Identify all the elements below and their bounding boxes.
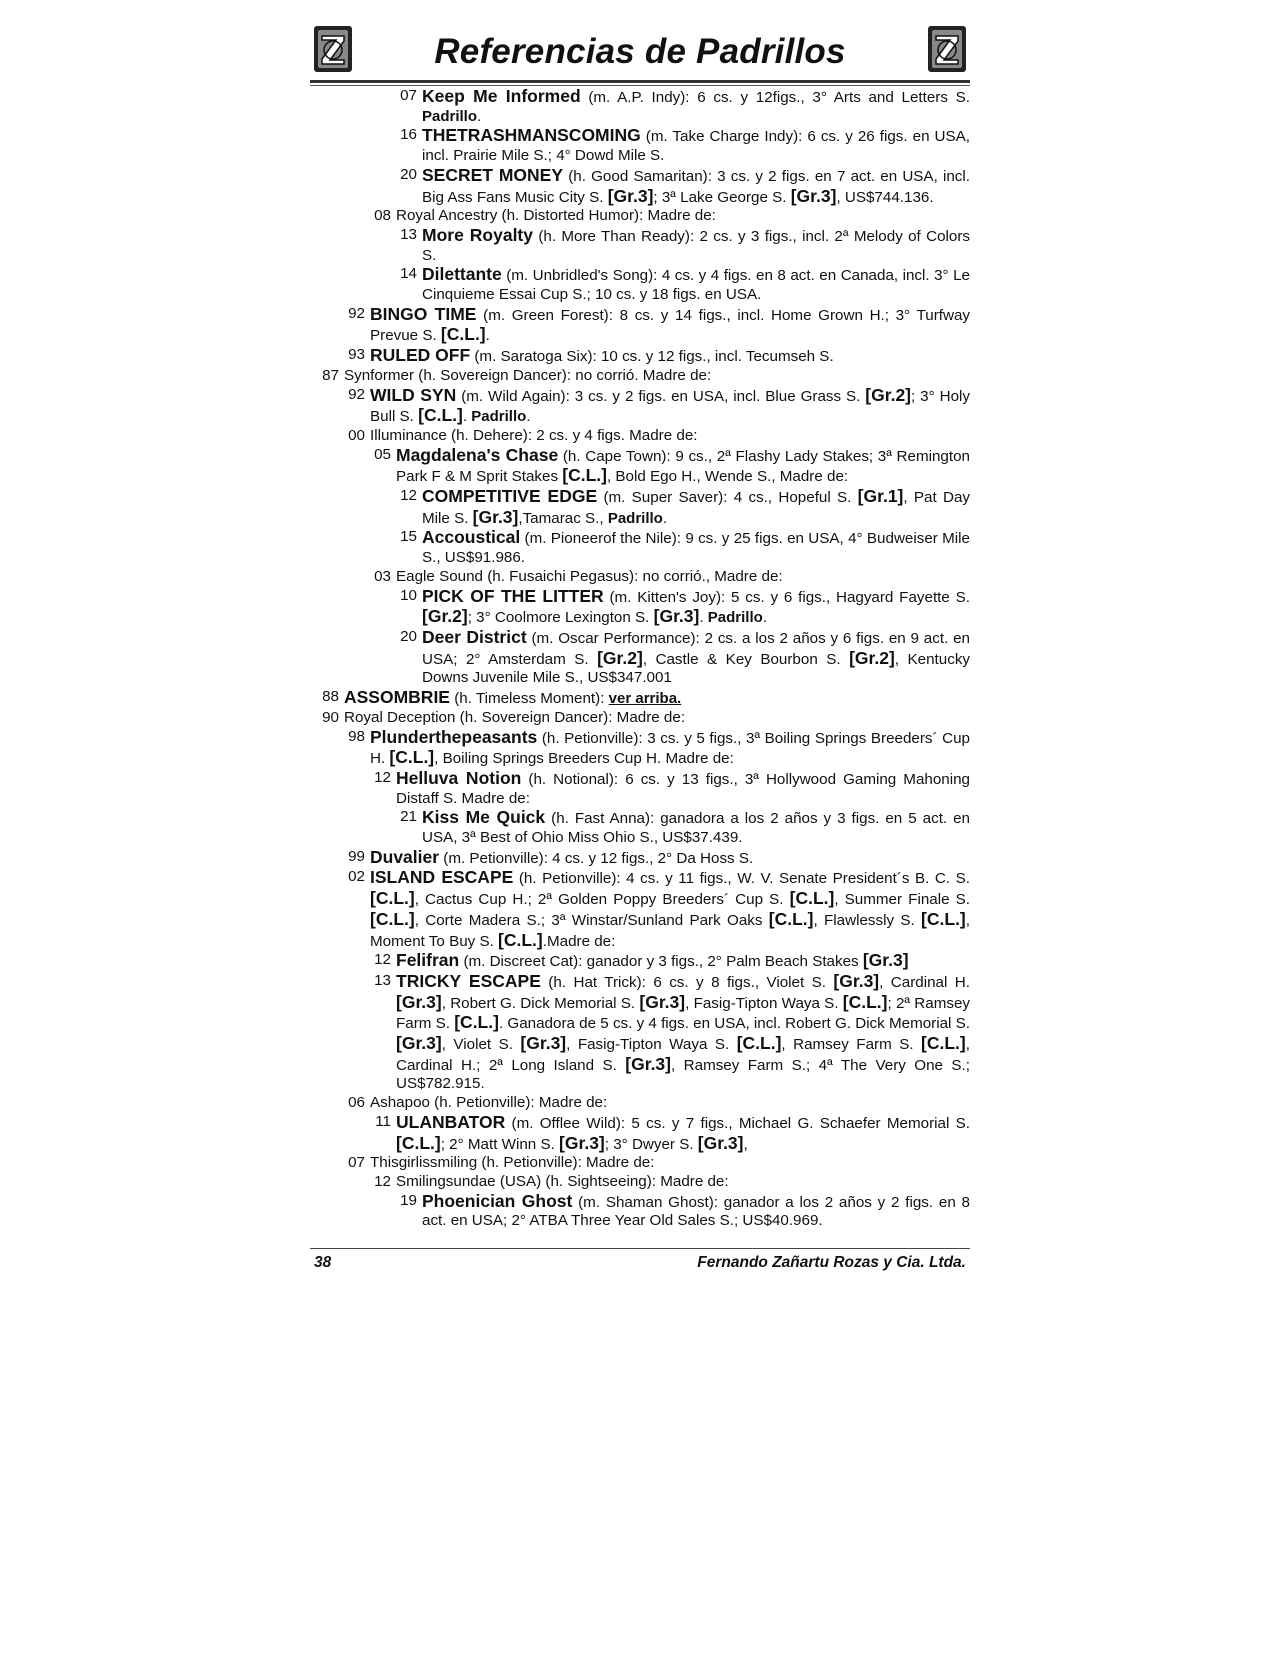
race-grade: [C.L.] bbox=[768, 908, 814, 929]
pedigree-entry bbox=[310, 487, 970, 528]
entry-text: , Fasig-Tipton Waya S. bbox=[566, 1036, 737, 1054]
pedigree-entry bbox=[310, 166, 970, 207]
entry-text: (m. Discreet Cat): ganador y 3 figs., 2° Palm Beach Stakes bbox=[459, 953, 863, 971]
entry-text: (h. Cape Town): 9 cs., 2ª Flashy Lady Stakes; 3ª Remington Park F & M Sprit Stakes bbox=[396, 447, 970, 486]
entry-year: 12 bbox=[374, 951, 391, 969]
pedigree-entry bbox=[310, 346, 970, 367]
entry-text: , Robert G. Dick Memorial S. bbox=[441, 994, 640, 1012]
horse-name: ISLAND ESCAPE bbox=[370, 867, 514, 888]
entry-text: (h. Good Samaritan): 3 cs. y 2 figs. en 7 act. en USA, incl. Big Ass Fans Music City S. bbox=[422, 167, 970, 206]
pedigree-entry bbox=[310, 808, 970, 847]
horse-name: Keep Me Informed bbox=[422, 86, 581, 106]
entry-text: ; 3° Holy Bull S. bbox=[370, 387, 970, 426]
race-grade: [C.L.] bbox=[736, 1033, 782, 1054]
entry-text: Royal Deception (h. Sovereign Dancer): Madre de: bbox=[344, 708, 686, 726]
pedigree-entry bbox=[310, 1094, 970, 1113]
entry-text: , Pat Day Mile S. bbox=[422, 489, 970, 527]
horse-name: PICK OF THE LITTER bbox=[422, 585, 604, 606]
pedigree-list bbox=[310, 87, 970, 1231]
entry-text: , Ramsey Farm S. bbox=[781, 1036, 922, 1054]
pedigree-entry bbox=[310, 1173, 970, 1192]
pedigree-entry bbox=[310, 728, 970, 769]
entry-text: (m. Super Saver): 4 cs., Hopeful S. bbox=[597, 489, 858, 507]
race-grade: [Gr.3] bbox=[862, 950, 909, 971]
horse-name: ULANBATOR bbox=[396, 1111, 506, 1132]
pedigree-entry bbox=[310, 446, 970, 487]
entry-text: ; 3ª Lake George S. bbox=[653, 188, 791, 206]
pedigree-entry bbox=[310, 628, 970, 688]
entry-year: 93 bbox=[348, 346, 365, 364]
pedigree-entry bbox=[310, 769, 970, 808]
entry-year: 87 bbox=[322, 366, 339, 384]
race-grade: [Gr.3] bbox=[833, 970, 880, 991]
pedigree-entry bbox=[310, 427, 970, 446]
entry-text: (m. Take Charge Indy): 6 cs. y 26 figs. en USA, incl. Prairie Mile S.; 4° Dowd Mile S. bbox=[422, 128, 970, 165]
horse-name: SECRET MONEY bbox=[422, 164, 563, 185]
entry-text: , Ramsey Farm S.; 4ª The Very One S.; US$782.915. bbox=[396, 1056, 970, 1093]
race-grade: [C.L.] bbox=[370, 908, 415, 929]
entry-text: Royal Ancestry (h. Distorted Humor): Madre de: bbox=[396, 207, 716, 225]
company-name: Fernando Zañartu Rozas y Cia. Ltda. bbox=[697, 1254, 966, 1271]
entry-text: ; 3° Dwyer S. bbox=[604, 1135, 698, 1153]
entry-text: Illuminance (h. Dehere): 2 cs. y 4 figs. Madre de: bbox=[370, 426, 698, 444]
pedigree-entry bbox=[310, 1154, 970, 1173]
entry-year: 13 bbox=[374, 971, 391, 989]
entry-text: ; 2ª Ramsey Farm S. bbox=[396, 994, 970, 1033]
entry-year: 07 bbox=[400, 87, 417, 104]
race-grade: [C.L.] bbox=[789, 888, 835, 909]
horse-name: COMPETITIVE EDGE bbox=[422, 486, 598, 507]
entry-text: (h. Hat Trick): 6 cs. y 8 figs., Violet S. bbox=[540, 973, 834, 991]
sire-label: Padrillo bbox=[471, 408, 527, 426]
sire-label: Padrillo bbox=[707, 609, 763, 627]
entry-year: 88 bbox=[322, 688, 339, 706]
entry-text: , Boiling Springs Breeders Cup H. Madre de: bbox=[434, 750, 734, 768]
entry-text: , Fasig-Tipton Waya S. bbox=[685, 994, 843, 1012]
entry-text: Eagle Sound (h. Fusaichi Pegasus): no corrió., Madre de: bbox=[396, 567, 783, 585]
entry-year: 92 bbox=[348, 385, 365, 403]
pedigree-entry bbox=[310, 688, 970, 709]
entry-text: Ashapoo (h. Petionville): Madre de: bbox=[370, 1094, 608, 1112]
race-grade: [Gr.3] bbox=[396, 1033, 442, 1054]
race-grade: [C.L.] bbox=[418, 405, 463, 426]
pedigree-entry bbox=[310, 848, 970, 869]
entry-year: 02 bbox=[348, 868, 365, 886]
pedigree-entry bbox=[310, 207, 970, 226]
entry-text: , Castle & Key Bourbon S. bbox=[642, 650, 850, 668]
entry-year: 08 bbox=[374, 207, 391, 225]
entry-year: 99 bbox=[348, 847, 365, 865]
entry-year: 14 bbox=[400, 265, 417, 283]
entry-text: ,Tamarac S., bbox=[518, 509, 608, 527]
entry-text: .Madre de: bbox=[542, 932, 616, 950]
pedigree-entry bbox=[310, 1113, 970, 1154]
horse-name: TRICKY ESCAPE bbox=[396, 970, 541, 991]
entry-text: , Flawlessly S. bbox=[813, 911, 922, 929]
race-grade: [Gr.2] bbox=[865, 384, 912, 405]
entry-year: 98 bbox=[348, 727, 365, 745]
race-grade: [Gr.3] bbox=[625, 1053, 671, 1074]
horse-name: RULED OFF bbox=[370, 345, 471, 366]
horse-name: Dilettante bbox=[422, 264, 502, 285]
entry-year: 12 bbox=[374, 768, 391, 786]
horse-name: More Royalty bbox=[422, 224, 533, 245]
page-header bbox=[310, 18, 970, 86]
entry-text: . bbox=[526, 408, 531, 426]
entry-text: . Ganadora de 5 cs. y 4 figs. en USA, incl. Robert G. Dick Memorial S. bbox=[498, 1015, 970, 1033]
entry-text: (h. More Than Ready): 2 cs. y 3 figs., incl. 2ª Melody of Colors S. bbox=[422, 227, 970, 264]
pedigree-entry bbox=[310, 87, 970, 126]
entry-text: . bbox=[662, 509, 668, 527]
race-grade: [C.L.] bbox=[370, 888, 415, 909]
entry-text: , Bold Ego H., Wende S., Madre de: bbox=[606, 468, 849, 486]
entry-text: . bbox=[485, 327, 490, 345]
entry-year: 19 bbox=[400, 1191, 417, 1209]
horse-name: BINGO TIME bbox=[370, 303, 477, 324]
race-grade: [Gr.2] bbox=[849, 647, 895, 668]
race-grade: [Gr.3] bbox=[520, 1033, 567, 1054]
horse-name: WILD SYN bbox=[370, 384, 457, 405]
see-above-note: ver arriba. bbox=[608, 690, 682, 708]
race-grade: [Gr.3] bbox=[653, 606, 700, 627]
pedigree-entry bbox=[310, 1192, 970, 1231]
race-grade: [Gr.3] bbox=[607, 185, 654, 206]
race-grade: [Gr.1] bbox=[857, 486, 904, 507]
entry-text: (m. Pioneerof the Nile): 9 cs. y 25 figs. en USA, 4° Budweiser Mile S., US$91.986. bbox=[422, 530, 970, 567]
pedigree-entry bbox=[310, 367, 970, 386]
race-grade: [Gr.3] bbox=[472, 506, 519, 527]
entry-text: (h. Petionville): 4 cs. y 11 figs., W. V. Senate President´s B. C. S. bbox=[513, 870, 970, 888]
race-grade: [C.L.] bbox=[454, 1012, 499, 1033]
race-grade: [C.L.] bbox=[842, 991, 888, 1012]
entry-text: , Cardinal H. bbox=[879, 973, 970, 991]
horse-name: THETRASHMANSCOMING bbox=[422, 125, 641, 146]
entry-year: 05 bbox=[374, 445, 391, 463]
entry-year: 92 bbox=[348, 304, 365, 322]
pedigree-entry bbox=[310, 972, 970, 1094]
header-rule-thin bbox=[310, 85, 970, 86]
pedigree-entry bbox=[310, 587, 970, 628]
entry-text: (m. Saratoga Six): 10 cs. y 12 figs., incl. Tecumseh S. bbox=[470, 348, 834, 366]
entry-text: , Kentucky Downs Juvenile Mile S., US$347.001 bbox=[422, 650, 971, 687]
race-grade: [C.L.] bbox=[396, 1132, 441, 1153]
race-grade: [C.L.] bbox=[389, 747, 435, 768]
race-grade: [C.L.] bbox=[921, 1033, 966, 1054]
page-title: Referencias de Padrillos bbox=[434, 32, 846, 71]
race-grade: [C.L.] bbox=[921, 908, 966, 929]
race-grade: [Gr.3] bbox=[790, 185, 837, 206]
entry-text: (m. Oscar Performance): 2 cs. a los 2 años y 6 figs. en 9 act. en USA; 2° Amsterdam S. bbox=[422, 629, 970, 668]
entry-year: 03 bbox=[374, 567, 391, 585]
entry-text: . bbox=[477, 107, 482, 125]
entry-year: 12 bbox=[374, 1172, 391, 1190]
race-grade: [Gr.3] bbox=[559, 1132, 605, 1153]
header-rule bbox=[310, 80, 970, 83]
entry-year: 00 bbox=[348, 426, 365, 444]
pedigree-entry bbox=[310, 709, 970, 728]
page-number: 38 bbox=[314, 1254, 332, 1271]
entry-year: 15 bbox=[400, 528, 417, 546]
race-grade: [C.L.] bbox=[498, 929, 543, 950]
race-grade: [Gr.2] bbox=[422, 606, 468, 627]
pedigree-entry bbox=[310, 305, 970, 346]
entry-text: Smilingsundae (USA) (h. Sightseeing): Madre de: bbox=[396, 1172, 729, 1190]
entry-year: 10 bbox=[400, 586, 417, 604]
entry-text: (h. Petionville): 3 cs. y 5 figs., 3ª Boiling Springs Breeders´ Cup H. bbox=[370, 729, 970, 768]
entry-text: , Cardinal H.; 2ª Long Island S. bbox=[396, 1036, 970, 1074]
entry-text: (m. Wild Again): 3 cs. y 2 figs. en USA, incl. Blue Grass S. bbox=[456, 387, 866, 405]
logo-icon bbox=[924, 24, 970, 74]
entry-text: (h. Notional): 6 cs. y 13 figs., 3ª Hollywood Gaming Mahoning Distaff S. Madre de: bbox=[396, 770, 970, 807]
entry-text: , Cactus Cup H.; 2ª Golden Poppy Breeders´ Cup S. bbox=[414, 891, 790, 909]
entry-year: 11 bbox=[375, 1112, 391, 1130]
horse-name: Duvalier bbox=[370, 846, 440, 867]
sire-label: Padrillo bbox=[422, 107, 478, 125]
entry-year: 20 bbox=[400, 165, 417, 183]
pedigree-entry bbox=[310, 226, 970, 265]
horse-name: Deer District bbox=[422, 626, 527, 647]
entry-year: 90 bbox=[322, 708, 339, 726]
pedigree-entry bbox=[310, 951, 970, 972]
horse-name: Kiss Me Quick bbox=[422, 807, 546, 828]
race-grade: [Gr.3] bbox=[639, 991, 686, 1012]
entry-text: , Moment To Buy S. bbox=[370, 911, 970, 950]
entry-text: (m. Offlee Wild): 5 cs. y 7 figs., Michael G. Schaefer Memorial S. bbox=[505, 1114, 970, 1132]
horse-name: Magdalena's Chase bbox=[396, 444, 559, 465]
entry-text: (m. Petionville): 4 cs. y 12 figs., 2° Da Hoss S. bbox=[439, 849, 754, 867]
race-grade: [Gr.3] bbox=[697, 1132, 744, 1153]
entry-text: Thisgirlissmiling (h. Petionville): Madre de: bbox=[370, 1154, 655, 1172]
entry-year: 12 bbox=[400, 487, 417, 505]
entry-text: Synformer (h. Sovereign Dancer): no corrió. Madre de: bbox=[344, 366, 712, 384]
entry-year: 16 bbox=[400, 126, 417, 144]
entry-text: ; 3° Coolmore Lexington S. bbox=[467, 609, 654, 627]
race-grade: [C.L.] bbox=[440, 324, 486, 345]
entry-text: , bbox=[743, 1135, 748, 1153]
horse-name: ASSOMBRIE bbox=[344, 687, 450, 708]
race-grade: [Gr.2] bbox=[597, 647, 643, 668]
entry-text: , Corte Madera S.; 3ª Winstar/Sunland Park Oaks bbox=[414, 911, 769, 929]
entry-text: (h. Timeless Moment): bbox=[449, 690, 609, 708]
entry-text: (m. A.P. Indy): 6 cs. y 12figs., 3° Arts and Letters S. bbox=[580, 89, 970, 106]
pedigree-entry bbox=[310, 386, 970, 427]
race-grade: [Gr.3] bbox=[396, 991, 442, 1012]
entry-year: 20 bbox=[400, 627, 417, 645]
entry-year: 06 bbox=[348, 1094, 365, 1112]
horse-name: Accoustical bbox=[422, 527, 521, 548]
entry-text: (h. Fast Anna): ganadora a los 2 años y 3 figs. en 5 act. en USA, 3ª Best of Ohio Miss Ohio S., US$37.439. bbox=[422, 810, 970, 847]
entry-year: 21 bbox=[400, 808, 417, 826]
entry-text: (m. Shaman Ghost): ganador a los 2 años y 2 figs. en 8 act. en USA; 2° ATBA Three Year Old Sales S.; US$40.969. bbox=[422, 1193, 971, 1230]
pedigree-entry bbox=[310, 568, 970, 587]
entry-text: , Violet S. bbox=[441, 1036, 521, 1054]
horse-name: Phoenician Ghost bbox=[422, 1190, 573, 1211]
sire-label: Padrillo bbox=[607, 509, 663, 527]
entry-text: . bbox=[462, 408, 472, 426]
entry-text: (m. Kitten's Joy): 5 cs. y 6 figs., Hagyard Fayette S. bbox=[603, 588, 970, 606]
entry-text: . bbox=[699, 609, 708, 627]
horse-name: Helluva Notion bbox=[396, 767, 522, 788]
horse-name: Plunderthepeasants bbox=[370, 726, 538, 747]
pedigree-entry bbox=[310, 528, 970, 567]
entry-text: (m. Unbridled's Song): 4 cs. y 4 figs. en 8 act. en Canada, incl. 3° Le Cinquieme Essai Cup S.; 10 cs. y 18 figs. en USA. bbox=[422, 267, 970, 304]
entry-text: , US$744.136. bbox=[836, 188, 934, 206]
entry-year: 13 bbox=[400, 225, 417, 243]
race-grade: [C.L.] bbox=[562, 465, 607, 486]
entry-text: ; 2° Matt Winn S. bbox=[440, 1135, 560, 1153]
pedigree-entry bbox=[310, 868, 970, 951]
entry-text: . bbox=[762, 609, 768, 627]
pedigree-entry bbox=[310, 126, 970, 165]
entry-text: , Summer Finale S. bbox=[834, 891, 971, 909]
footer-rule bbox=[310, 1248, 970, 1249]
entry-year: 07 bbox=[348, 1154, 365, 1172]
pedigree-entry bbox=[310, 265, 970, 304]
entry-text: (m. Green Forest): 8 cs. y 14 figs., incl. Home Grown H.; 3° Turfway Prevue S. bbox=[370, 306, 971, 345]
horse-name: Felifran bbox=[396, 950, 460, 971]
